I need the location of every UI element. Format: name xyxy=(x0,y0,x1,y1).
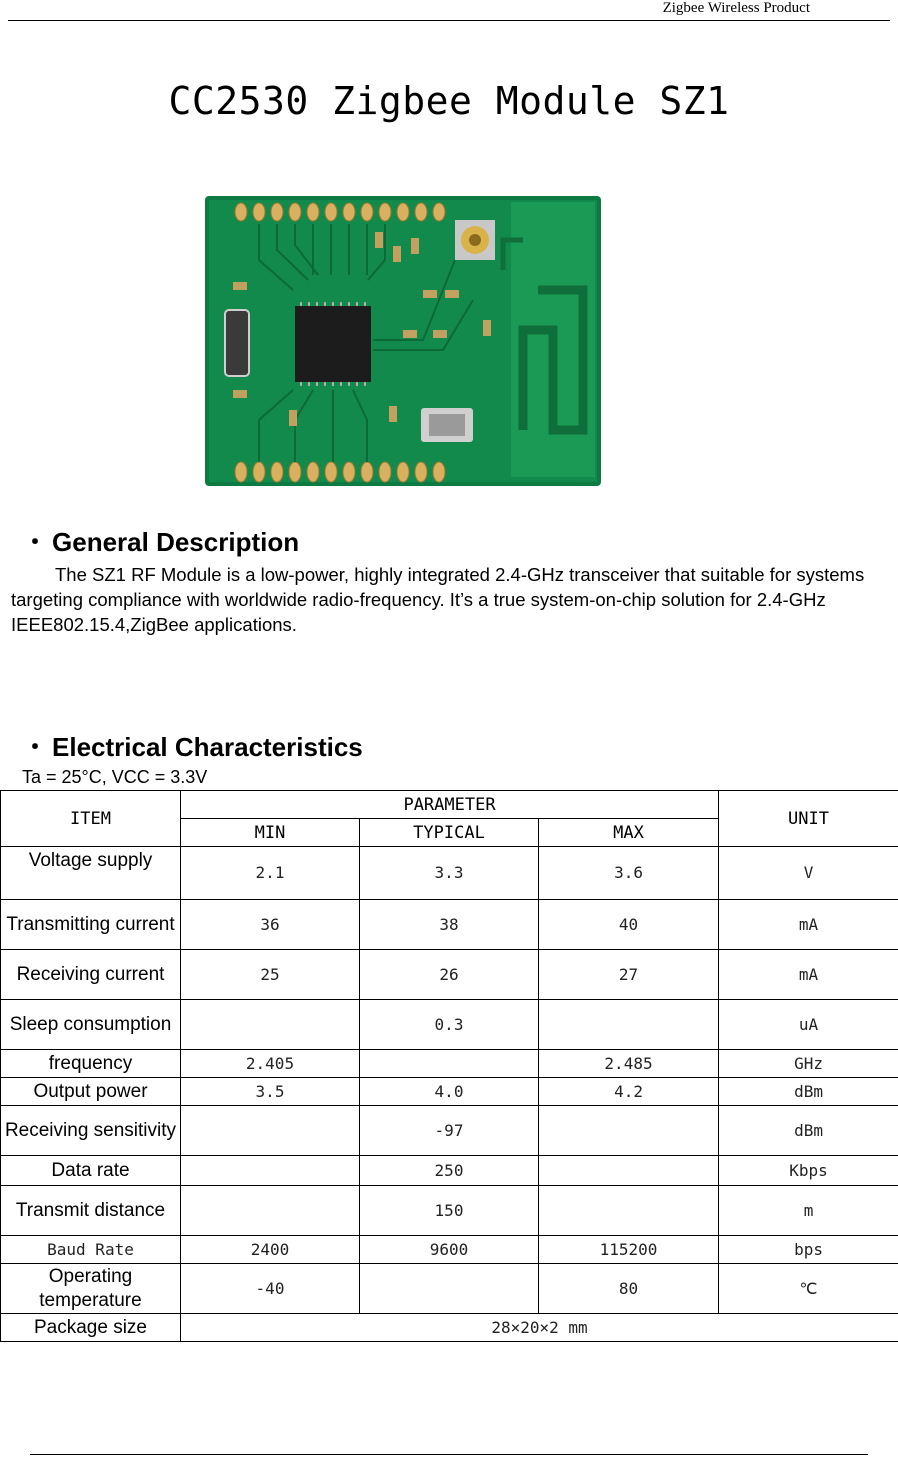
table-row xyxy=(1,1156,898,1186)
cell-typical: 250 xyxy=(360,1156,539,1186)
cell-max xyxy=(539,1106,719,1156)
table-row xyxy=(1,1000,898,1050)
cell-unit: V xyxy=(719,847,898,900)
cell-unit: Kbps xyxy=(719,1156,898,1186)
cell-max: 40 xyxy=(539,900,719,950)
cell-min: 25 xyxy=(181,950,360,1000)
cell-item: Voltage supply xyxy=(1,847,181,900)
cell-typical: 38 xyxy=(360,900,539,950)
cell-min: 2.405 xyxy=(181,1050,360,1078)
cell-typical: 26 xyxy=(360,950,539,1000)
cell-unit: ℃ xyxy=(719,1264,898,1314)
table-header-row xyxy=(1,791,898,819)
header-parameter: PARAMETER xyxy=(181,791,719,819)
table-row xyxy=(1,1186,898,1236)
electrical-characteristics-title: Electrical Characteristics xyxy=(52,732,363,762)
cell-item: Transmit distance xyxy=(1,1186,181,1236)
cell-typical: -97 xyxy=(360,1106,539,1156)
cell-unit: uA xyxy=(719,1000,898,1050)
header-item: ITEM xyxy=(1,791,181,847)
electrical-characteristics-heading xyxy=(22,732,363,762)
header-min: MIN xyxy=(181,819,360,847)
cell-min: 3.5 xyxy=(181,1078,360,1106)
cell-typical xyxy=(360,1264,539,1314)
document-title: CC2530 Zigbee Module SZ1 xyxy=(168,79,730,123)
header-rule xyxy=(8,20,890,21)
cell-item: Receiving current xyxy=(1,950,181,1000)
header-max: MAX xyxy=(539,819,719,847)
table-row xyxy=(1,1050,898,1078)
test-conditions: Ta = 25°C, VCC = 3.3V xyxy=(22,767,208,787)
cell-min xyxy=(181,1156,360,1186)
cell-max: 80 xyxy=(539,1264,719,1314)
cell-unit: m xyxy=(719,1186,898,1236)
cell-item: Data rate xyxy=(1,1156,181,1186)
cell-max: 4.2 xyxy=(539,1078,719,1106)
cell-max xyxy=(539,1156,719,1186)
cell-item: Operating temperature xyxy=(1,1264,181,1314)
table-row xyxy=(1,1106,898,1156)
cell-typical: 0.3 xyxy=(360,1000,539,1050)
bullet-icon: ・ xyxy=(22,732,49,762)
cell-min: 36 xyxy=(181,900,360,950)
cell-max: 2.485 xyxy=(539,1050,719,1078)
electrical-characteristics-table xyxy=(0,790,898,1342)
cell-unit: dBm xyxy=(719,1078,898,1106)
cell-typical: 3.3 xyxy=(360,847,539,900)
header-product-name: Zigbee Wireless Product xyxy=(662,0,810,16)
cell-unit: mA xyxy=(719,900,898,950)
table-row xyxy=(1,900,898,950)
cell-typical: 4.0 xyxy=(360,1078,539,1106)
cell-item: frequency xyxy=(1,1050,181,1078)
module-photo xyxy=(193,180,614,496)
cell-item: Package size xyxy=(1,1314,181,1342)
general-description-text: The SZ1 RF Module is a low-power, highly integrated 2.4-GHz transceiver that suitable for systems targeting compliance with worldwide radio-frequency. It’s a true system-on-chip solution for 2.4-GHz IEEE802.15.4,ZigBee applications. xyxy=(11,564,865,635)
cell-typical xyxy=(360,1050,539,1078)
cell-unit: bps xyxy=(719,1236,898,1264)
cell-item: Output power xyxy=(1,1078,181,1106)
cell-item: Baud Rate xyxy=(1,1236,181,1264)
header-unit: UNIT xyxy=(719,791,898,847)
cell-typical: 150 xyxy=(360,1186,539,1236)
footer-rule xyxy=(30,1454,868,1455)
cell-min: 2.1 xyxy=(181,847,360,900)
cell-min xyxy=(181,1106,360,1156)
cell-unit: dBm xyxy=(719,1106,898,1156)
general-description-title: General Description xyxy=(52,527,300,557)
cell-min: -40 xyxy=(181,1264,360,1314)
table-row xyxy=(1,1236,898,1264)
table-row xyxy=(1,1078,898,1106)
cell-typical: 9600 xyxy=(360,1236,539,1264)
cell-item: Receiving sensitivity xyxy=(1,1106,181,1156)
cell-max xyxy=(539,1000,719,1050)
header-typical: TYPICAL xyxy=(360,819,539,847)
cell-max: 3.6 xyxy=(539,847,719,900)
cell-max: 27 xyxy=(539,950,719,1000)
cell-unit: GHz xyxy=(719,1050,898,1078)
general-description-heading xyxy=(22,527,299,557)
table-row xyxy=(1,1264,898,1314)
cell-package-value: 28×20×2 mm xyxy=(181,1314,898,1342)
table-row xyxy=(1,950,898,1000)
cell-unit: mA xyxy=(719,950,898,1000)
cell-max xyxy=(539,1186,719,1236)
cell-min xyxy=(181,1186,360,1236)
table-row xyxy=(1,847,898,900)
cell-item: Transmitting current xyxy=(1,900,181,950)
bullet-icon: ・ xyxy=(22,527,49,557)
table-row xyxy=(1,1314,898,1342)
cell-item: Sleep consumption xyxy=(1,1000,181,1050)
cell-min: 2400 xyxy=(181,1236,360,1264)
cell-min xyxy=(181,1000,360,1050)
cell-max: 115200 xyxy=(539,1236,719,1264)
